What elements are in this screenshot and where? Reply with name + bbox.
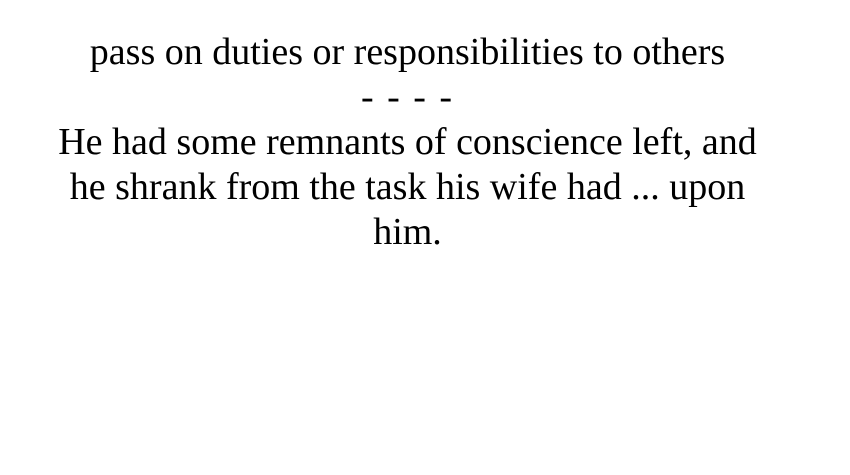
example-sentence-line-3: him. <box>373 211 442 253</box>
flashcard-content <box>0 30 815 255</box>
example-sentence-line-2: he shrank from the task his wife had ... upon <box>69 166 746 208</box>
example-sentence-line-1: He had some remnants of conscience left, and <box>58 121 757 163</box>
separator: - - - - <box>360 76 455 118</box>
definition-text: pass on duties or responsibilities to others <box>89 31 726 73</box>
